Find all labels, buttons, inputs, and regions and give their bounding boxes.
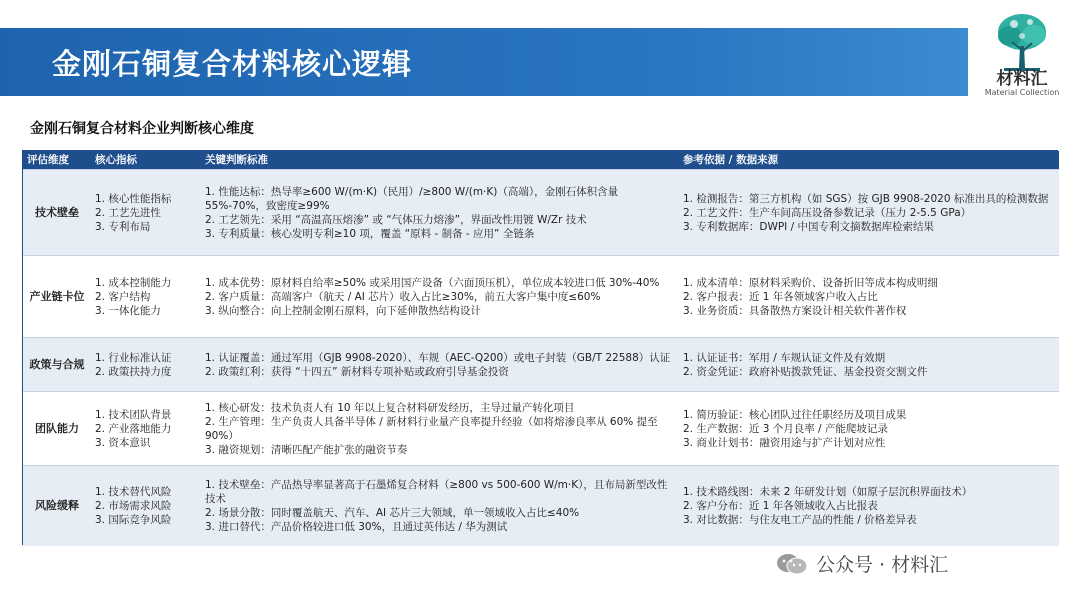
- evaluation-table: [22, 150, 1058, 545]
- watermark: [776, 550, 948, 577]
- header-source: 参考依据 / 数据来源: [679, 151, 1059, 169]
- indicator-cell: [91, 169, 201, 255]
- criteria-cell: [201, 465, 679, 546]
- dimension-cell: 风险缓释: [23, 465, 91, 546]
- list-item: 1. 技术团队背景: [95, 408, 172, 421]
- list-item: 2. 产业落地能力: [95, 422, 172, 435]
- title-banner: [0, 28, 968, 96]
- list-item: 3. 商业计划书：融资用途与扩产计划对应性: [683, 436, 886, 449]
- list-item: 2. 市场需求风险: [95, 500, 172, 512]
- list-item: 2. 客户质量：高端客户（航天 / AI 芯片）收入占比≥30%，前五大客户集中度≤60%: [205, 290, 601, 303]
- dimension-cell: 政策与合规: [23, 337, 91, 391]
- criteria-cell: [201, 169, 679, 255]
- criteria-cell: [201, 337, 679, 391]
- list-item: 1. 检测报告：第三方机构（如 SGS）按 GJB 9908-2020 标准出具的检测数据: [683, 192, 1049, 205]
- header-criteria: 关键判断标准: [201, 151, 679, 169]
- source-cell: [679, 337, 1059, 391]
- list-item: 3. 专利数据库：DWPI / 中国专利文摘数据库检索结果: [683, 220, 934, 233]
- logo-name: 材料汇: [996, 69, 1048, 89]
- list-item: 1. 成本控制能力: [95, 276, 172, 289]
- list-item: 1. 认证覆盖：通过军用（GJB 9908-2020）、车规（AEC-Q200）或电子封装（GB/T 22588）认证: [205, 351, 671, 364]
- list-item: 1. 性能达标：热导率≥600 W/(m·K)（民用）/≥800 W/(m·K)（高端），金刚石体积含量 55%-70%，致密度≥99%: [205, 185, 619, 212]
- logo-subtitle: Material Collection: [984, 88, 1060, 97]
- list-item: 1. 认证证书：军用 / 车规认证文件及有效期: [683, 351, 886, 364]
- source-cell: [679, 391, 1059, 465]
- list-item: 3. 专利质量：核心发明专利≥10 项，覆盖 “原料 - 制备 - 应用” 全链条: [205, 227, 535, 240]
- list-item: 3. 融资规划：清晰匹配产能扩张的融资节奏: [205, 443, 408, 456]
- header-dimension: 评估维度: [23, 151, 91, 169]
- list-item: 3. 业务资质：具备散热方案设计相关软件著作权: [683, 304, 907, 317]
- list-item: 2. 政策红利：获得 “十四五” 新材料专项补贴或政府引导基金投资: [205, 365, 509, 378]
- criteria-cell: [201, 391, 679, 465]
- source-cell: [679, 255, 1059, 337]
- dimension-cell: 产业链卡位: [23, 255, 91, 337]
- header-indicator: 核心指标: [91, 151, 201, 169]
- list-item: 3. 国际竞争风险: [95, 514, 172, 526]
- list-item: 1. 技术壁垒：产品热导率显著高于石墨烯复合材料（≥800 vs 500-600 W/m·K），且布局新型改性技术: [205, 479, 668, 505]
- list-item: 1. 技术路线图：未来 2 年研发计划（如原子层沉积界面技术）: [683, 486, 973, 498]
- list-item: 1. 技术替代风险: [95, 486, 172, 498]
- list-item: 3. 专利布局: [95, 220, 151, 233]
- wechat-icon: [776, 553, 808, 575]
- page-title: 金刚石铜复合材料核心逻辑: [52, 47, 413, 81]
- list-item: 1. 成本优势：原材料自给率≥50% 或采用国产设备（六面顶压机），单位成本较进口低 30%-40%: [205, 276, 660, 289]
- source-cell: [679, 465, 1059, 546]
- dimension-cell: 团队能力: [23, 391, 91, 465]
- list-item: 1. 核心性能指标: [95, 192, 172, 205]
- indicator-cell: [91, 337, 201, 391]
- table-title: 金刚石铜复合材料企业判断核心维度: [30, 121, 254, 137]
- tree-icon: [992, 10, 1052, 72]
- list-item: 2. 客户报表：近 1 年各领域客户收入占比: [683, 290, 878, 303]
- list-item: 3. 一体化能力: [95, 304, 161, 317]
- watermark-text: 公众号 · 材料汇: [816, 554, 949, 576]
- dimension-cell: 技术壁垒: [23, 169, 91, 255]
- list-item: 3. 进口替代：产品价格较进口低 30%，且通过英伟达 / 华为测试: [205, 521, 508, 533]
- list-item: 2. 资金凭证：政府补贴拨款凭证、基金投资交割文件: [683, 365, 928, 378]
- list-item: 3. 资本意识: [95, 436, 151, 449]
- list-item: 2. 客户分布：近 1 年各领域收入占比报表: [683, 500, 878, 512]
- list-item: 2. 工艺先进性: [95, 206, 161, 219]
- list-item: 2. 客户结构: [95, 290, 151, 303]
- list-item: 2. 工艺文件：生产车间高压设备参数记录（压力 2-5.5 GPa）: [683, 206, 972, 219]
- list-item: 1. 行业标准认证: [95, 351, 172, 364]
- list-item: 2. 生产数据：近 3 个月良率 / 产能爬坡记录: [683, 422, 888, 435]
- list-item: 1. 成本清单：原材料采购价、设备折旧等成本构成明细: [683, 276, 938, 289]
- list-item: 2. 场景分散：同时覆盖航天、汽车、AI 芯片三大领域，单一领域收入占比≤40%: [205, 507, 580, 519]
- list-item: 2. 生产管理：生产负责人具备半导体 / 新材料行业量产良率提升经验（如将熔渗良率从 60% 提至 90%）: [205, 415, 658, 442]
- source-cell: [679, 169, 1059, 255]
- indicator-cell: [91, 391, 201, 465]
- list-item: 1. 简历验证：核心团队过往任职经历及项目成果: [683, 408, 907, 421]
- list-item: 2. 工艺领先：采用 “高温高压熔渗” 或 “气体压力熔渗”，界面改性用镀 W/Zr 技术: [205, 213, 587, 226]
- criteria-cell: [201, 255, 679, 337]
- list-item: 3. 对比数据：与住友电工产品的性能 / 价格差异表: [683, 514, 917, 526]
- list-item: 1. 核心研发：技术负责人有 10 年以上复合材料研发经历，主导过量产转化项目: [205, 401, 575, 414]
- indicator-cell: [91, 255, 201, 337]
- brand-logo: [972, 10, 1072, 110]
- list-item: 3. 纵向整合：向上控制金刚石原料，向下延伸散热结构设计: [205, 304, 481, 317]
- list-item: 2. 政策扶持力度: [95, 365, 172, 378]
- indicator-cell: [91, 465, 201, 546]
